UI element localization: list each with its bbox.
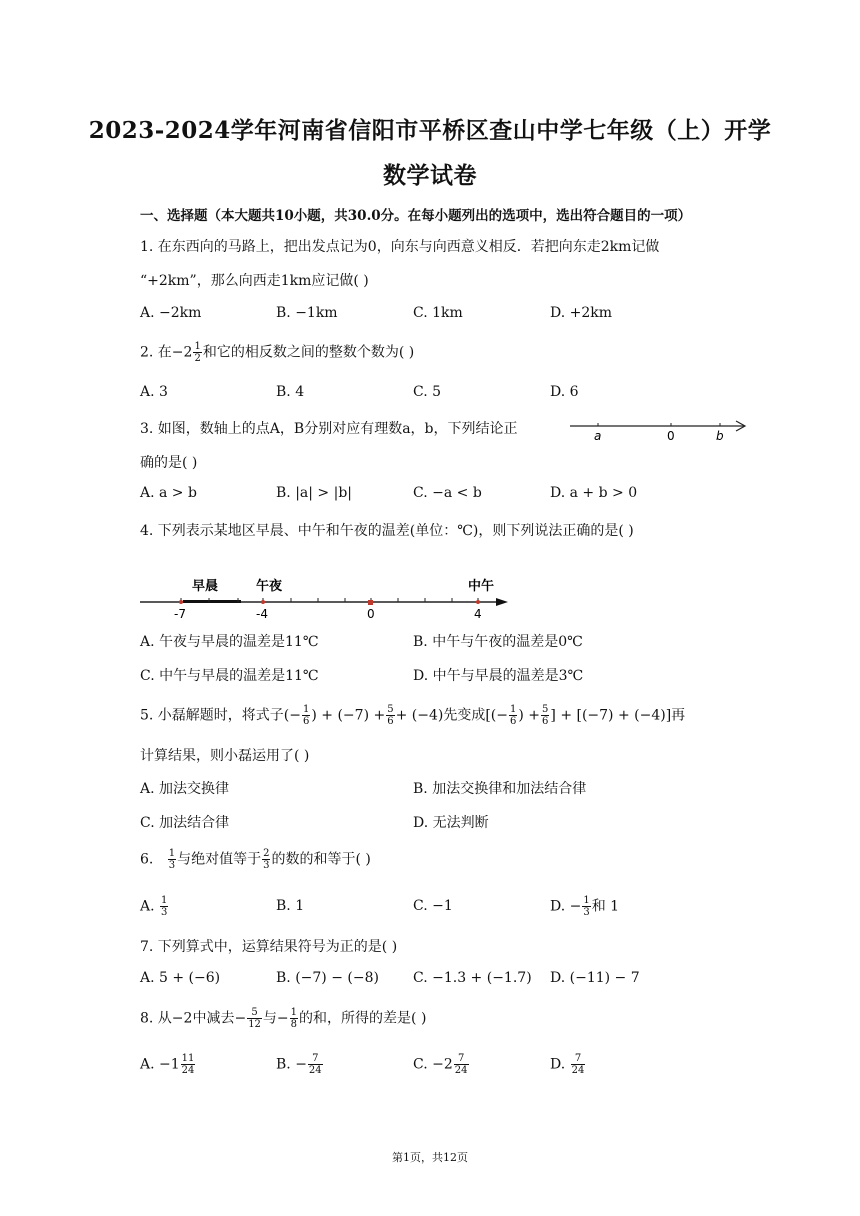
q2-option-b: B. 4 bbox=[276, 384, 305, 400]
q3-option-b: B. |a| > |b| bbox=[276, 485, 352, 501]
label-a: a bbox=[594, 429, 602, 443]
q3-option-a: A. a > b bbox=[140, 485, 197, 501]
q4-option-a: A. 午夜与早晨的温差是11℃ bbox=[140, 634, 319, 650]
q1-option-a: A. −2km bbox=[140, 305, 202, 321]
q7-option-d: D. (−11) − 7 bbox=[550, 970, 640, 986]
q8-option-a: A. −1 $\frac{11}{24}$ bbox=[140, 1053, 195, 1076]
q4-option-d: D. 中午与早晨的温差是3℃ bbox=[413, 668, 584, 684]
q1-option-c: C. 1km bbox=[413, 305, 463, 321]
tick-label-minus7: -7 bbox=[174, 607, 186, 621]
tick-label-0: 0 bbox=[367, 607, 375, 621]
question-4-text: 4. 下列表示某地区早晨、中午和午夜的温差(单位：℃)，则下列说法正确的是( ) bbox=[140, 523, 634, 539]
page-footer: 第1页，共12页 bbox=[392, 1151, 468, 1164]
page-title: 2023-2024学年河南省信阳市平桥区查山中学七年级（上）开学 bbox=[88, 117, 772, 144]
question-2-text bbox=[140, 341, 414, 364]
question-3-text-cont: 确的是( ) bbox=[140, 455, 198, 471]
point-morning bbox=[179, 600, 183, 604]
q5-option-a: A. 加法交换律 bbox=[140, 781, 230, 797]
q1-option-d: D. +2km bbox=[550, 305, 613, 321]
q7-option-a: A. 5 + (−6) bbox=[140, 970, 221, 986]
q3-option-d: D. a + b > 0 bbox=[550, 485, 638, 501]
point-noon bbox=[476, 600, 480, 604]
page-title-line2: 数学试卷 bbox=[383, 162, 477, 189]
q4-option-c: C. 中午与早晨的温差是11℃ bbox=[140, 668, 319, 684]
point-midnight bbox=[261, 600, 265, 604]
q1-option-b: B. −1km bbox=[276, 305, 338, 321]
q2-prefix: 2. 在−2 bbox=[140, 344, 193, 361]
q5-option-c: C. 加法结合律 bbox=[140, 815, 230, 831]
temperature-number-line-figure bbox=[138, 572, 518, 624]
label-midnight: 午夜 bbox=[256, 579, 283, 594]
point-zero bbox=[368, 600, 373, 605]
question-1-text: 1. 在东西向的马路上，把出发点记为0，向东与向西意义相反．若把向东走2km记做 bbox=[140, 239, 660, 255]
tick-label-minus4: -4 bbox=[256, 607, 268, 621]
question-5-text: 5. 小磊解题时，将式子(− $\frac{1}{6}$ ) + (−7) + $\frac{5}{6}$ + (−4)先变成[(− $\frac{1}{6}$ ) + $\frac{5}{6}$ ] + [(−7) + (−4)]再 bbox=[140, 704, 686, 727]
q2-option-c: C. 5 bbox=[413, 384, 442, 400]
q6-option-c: C. −1 bbox=[413, 898, 453, 914]
q6-option-d: D. − $\frac{1}{3}$ 和 1 bbox=[550, 895, 620, 918]
section-heading: 一、选择题（本大题共10小题，共30.0分。在每小题列出的选项中，选出符合题目的一项） bbox=[140, 208, 692, 224]
q5-option-b: B. 加法交换律和加法结合律 bbox=[413, 781, 587, 797]
q2-option-d: D. 6 bbox=[550, 384, 579, 400]
q5-option-d: D. 无法判断 bbox=[413, 815, 489, 831]
label-morning: 早晨 bbox=[192, 579, 219, 594]
question-5-text-cont: 计算结果，则小磊运用了( ) bbox=[140, 748, 310, 764]
question-7-text: 7. 下列算式中，运算结果符号为正的是( ) bbox=[140, 939, 398, 955]
question-1-text-cont: “+2km”，那么向西走1km应记做( ) bbox=[140, 273, 369, 289]
q2-fraction: $\frac{1}{2}$ bbox=[194, 341, 201, 364]
axis-arrow-icon bbox=[496, 598, 508, 606]
question-6-text: 6. $\frac{1}{3}$ 与绝对值等于 $\frac{2}{3}$ 的数的和等于( ) bbox=[140, 848, 371, 871]
q4-option-b: B. 中午与午夜的温差是0℃ bbox=[413, 634, 583, 650]
q8-option-c: C. −2 $\frac{7}{24}$ bbox=[413, 1053, 468, 1076]
q2-suffix: 和它的相反数之间的整数个数为( ) bbox=[202, 344, 415, 361]
label-0: 0 bbox=[667, 429, 675, 443]
morning-bar bbox=[183, 600, 241, 603]
label-noon: 中午 bbox=[468, 579, 495, 594]
q7-option-c: C. −1.3 + (−1.7) bbox=[413, 970, 532, 986]
q8-option-d: D. $\frac{7}{24}$ bbox=[550, 1053, 585, 1076]
question-8-text: 8. 从−2中减去− $\frac{5}{12}$ 与− $\frac{1}{8}$ 的和，所得的差是( ) bbox=[140, 1007, 427, 1030]
question-3-text: 3. 如图，数轴上的点A，B分别对应有理数a，b，下列结论正 bbox=[140, 421, 518, 437]
q6-option-b: B. 1 bbox=[276, 898, 305, 914]
q7-option-b: B. (−7) − (−8) bbox=[276, 970, 379, 986]
q8-option-b: B. − $\frac{7}{24}$ bbox=[276, 1053, 322, 1076]
tick-label-4: 4 bbox=[474, 607, 482, 621]
q6-option-a: A. $\frac{1}{3}$ bbox=[140, 895, 168, 918]
q2-option-a: A. 3 bbox=[140, 384, 168, 400]
number-line-figure-q3 bbox=[568, 414, 752, 444]
label-b: b bbox=[716, 429, 724, 443]
q3-option-c: C. −a < b bbox=[413, 485, 482, 501]
